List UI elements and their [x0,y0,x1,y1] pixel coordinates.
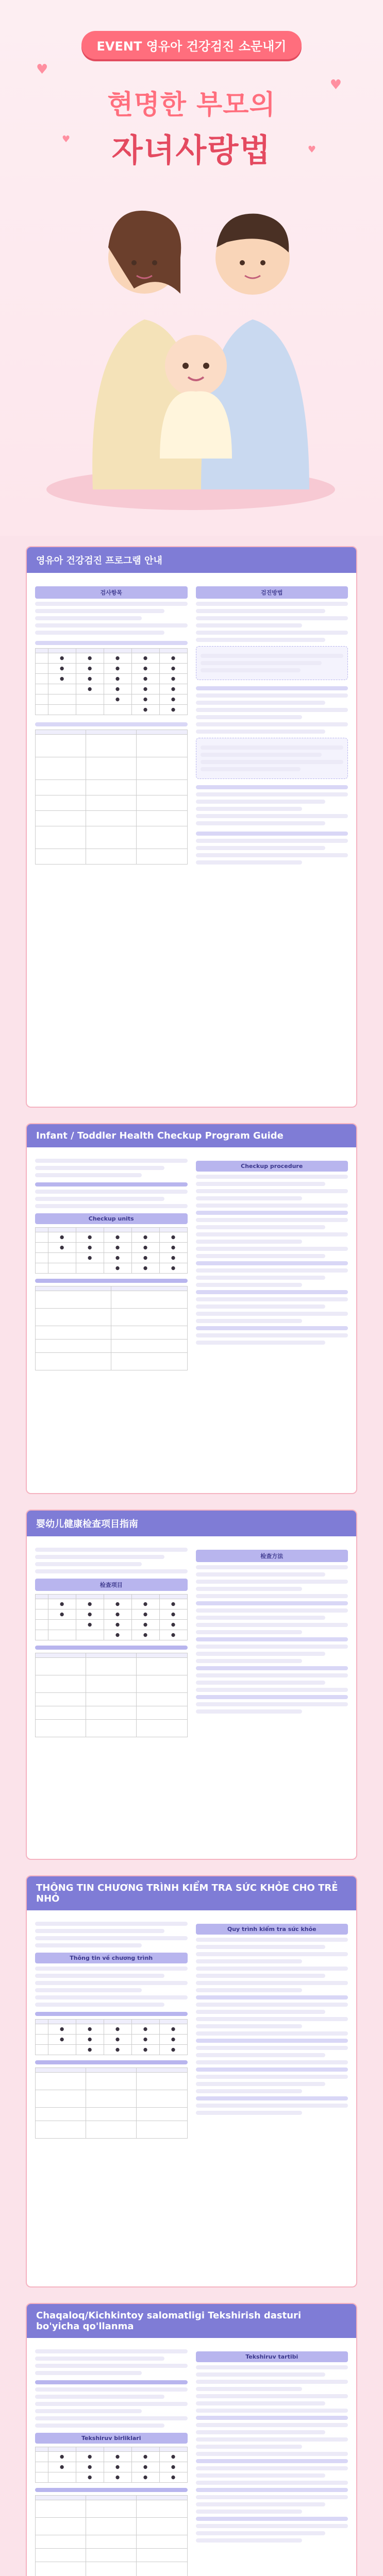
checkup-table: ● ● ● ● ● ● ● ● ● ● ● ● ● ● ● ● ● [35,1227,188,1274]
section-header: THÔNG TIN CHƯƠNG TRÌNH KIỂM TRA SỨC KHỎE CHO TRẺ NHỎ [27,1876,356,1910]
section-subtitle [35,2060,188,2064]
section-subtitle [35,1646,188,1650]
section-subtitle: 검진방법 [196,586,348,599]
section-subtitle: Tekshiruv birliklari [35,2433,188,2444]
heart-icon: ♥ [62,134,71,145]
hero-title-line-1: 현명한 부모의 [107,90,276,121]
section-subtitle: 检查项目 [35,1579,188,1591]
checkup-items-table [35,2495,188,2576]
heart-icon: ♥ [329,77,342,93]
section-subtitle: Tekshiruv tartibi [196,2351,348,2362]
section-subtitle: 검사항목 [35,586,188,599]
hero-title-line-2: 자녀사랑법 [111,131,272,169]
section-header: Infant / Toddler Health Checkup Program Guide [27,1124,356,1147]
checkup-items-table [35,1653,188,1737]
section-subtitle [35,2380,188,2384]
checkup-items-table [35,2067,188,2139]
program-section-vietnamese [26,1875,357,2287]
section-subtitle [35,2488,188,2492]
heart-icon: ♥ [36,62,48,77]
program-section-english [26,1123,357,1494]
section-subtitle [35,1182,188,1187]
section-subtitle: Thông tin về chương trình [35,1953,188,1963]
checkup-items-table [35,730,188,865]
checkup-table: ● ● ● ● ● ● ● ● ● ● ● ● ● ● ● ● ● ● ● ● ● ● ● ● [35,648,188,715]
checkup-table: ● ● ● ● ● ● ● ● ● ● ● ● ● ● ● ● ● [35,1594,188,1640]
checkup-items-table [35,1286,188,1370]
section-subtitle: 检查方法 [196,1550,348,1562]
program-section-korean [26,546,357,1108]
checkup-table: ● ● ● ● ● ● ● ● ● ● ● ● ● ● [35,2019,188,2055]
section-header: Chaqaloq/Kichkintoy salomatligi Tekshirish dasturi bo'yicha qo'llanma [27,2304,356,2338]
hero-banner [0,0,383,536]
section-subtitle [35,2012,188,2016]
section-header: 婴幼儿健康检查项目指南 [27,1511,356,1536]
checkup-table: ● ● ● ● ● ● ● ● ● ● ● ● ● ● [35,2447,188,2483]
event-pill: EVENT 영유아 건강검진 소문내기 [81,31,302,59]
section-subtitle: Checkup procedure [196,1161,348,1172]
section-subtitle [35,1279,188,1283]
program-section-uzbek [26,2303,357,2576]
section-subtitle: Checkup units [35,1213,188,1224]
section-header: 영유아 건강검진 프로그램 안내 [27,547,356,573]
family-illustration [31,170,351,510]
program-section-chinese [26,1510,357,1860]
section-subtitle: Quy trình kiểm tra sức khỏe [196,1924,348,1935]
heart-icon: ♥ [307,144,316,155]
